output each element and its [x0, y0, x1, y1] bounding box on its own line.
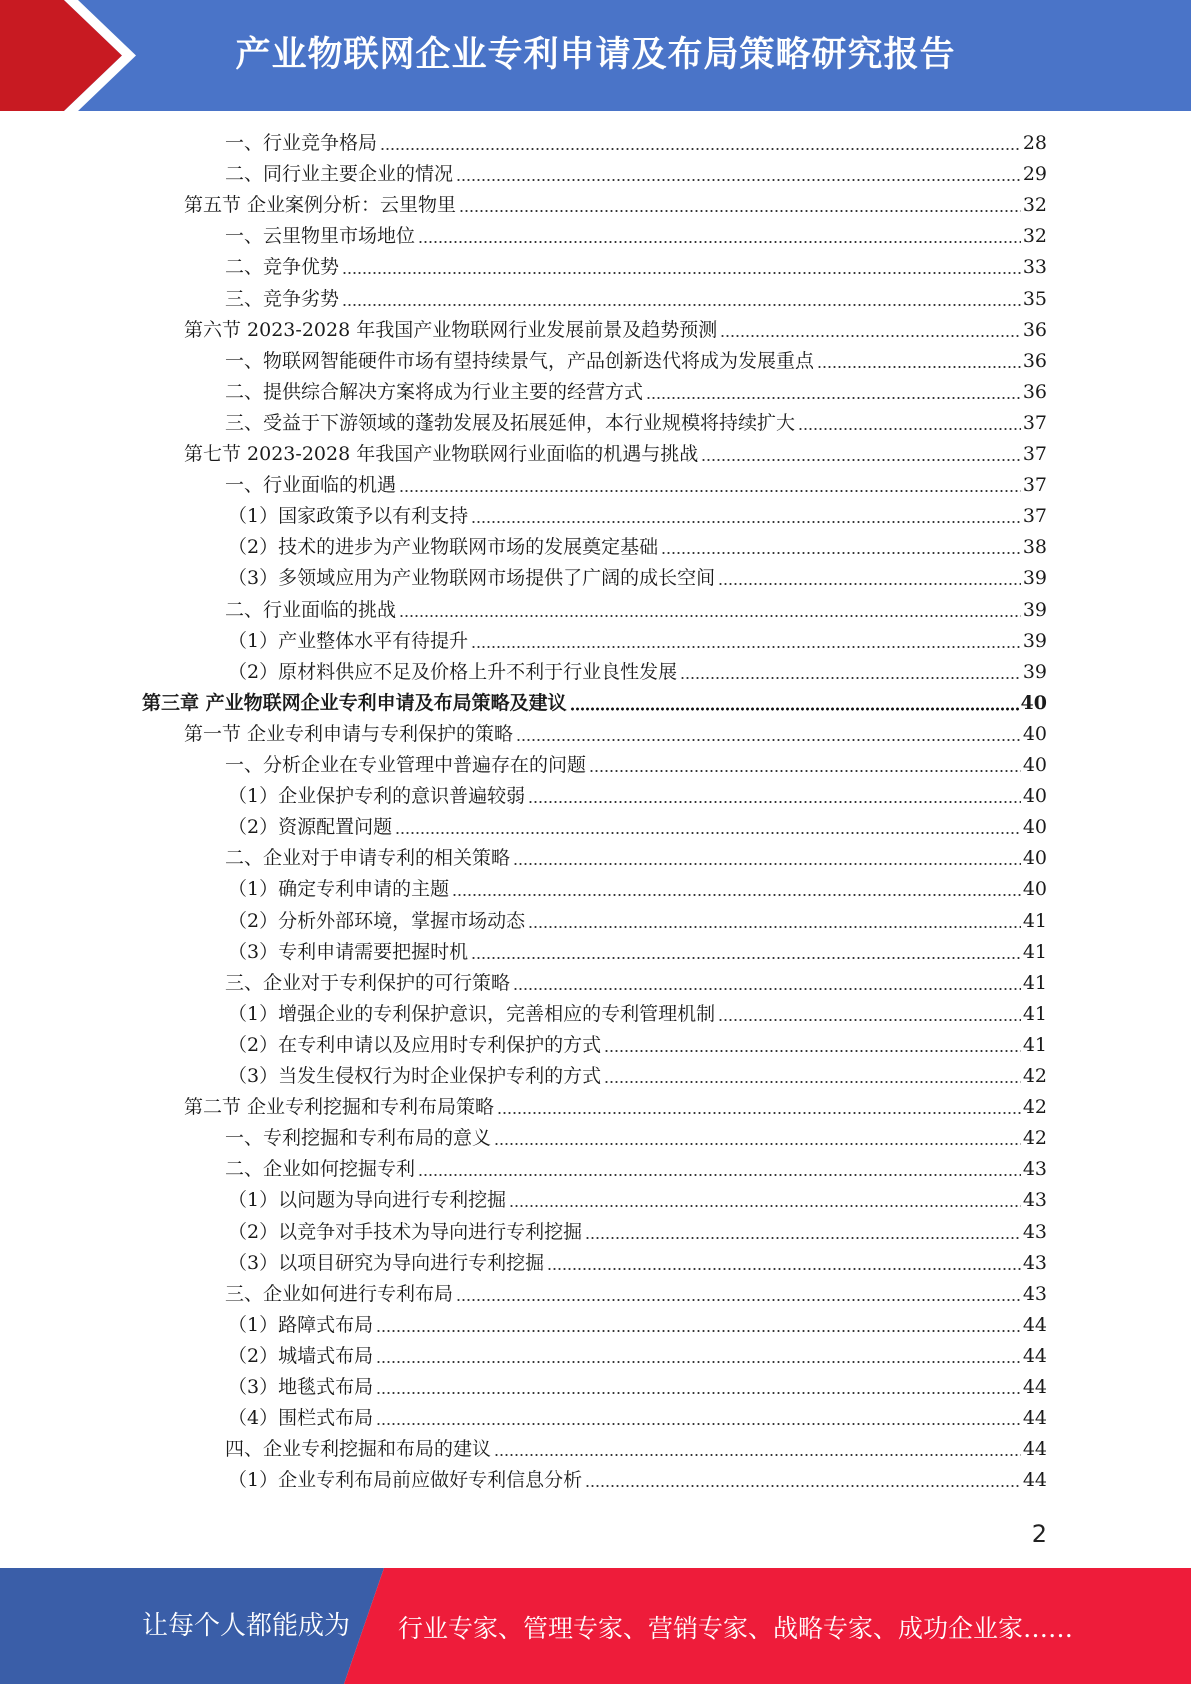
toc-entry-label: 一、分析企业在专业管理中普遍存在的问题 [225, 754, 587, 776]
toc-dot-leader [376, 1329, 1021, 1333]
toc-dot-leader [604, 1080, 1021, 1084]
red-chevron-logo [0, 0, 160, 111]
toc-entry-label: （3）以项目研究为导向进行专利挖掘 [228, 1251, 545, 1274]
toc-entry[interactable] [228, 812, 1047, 843]
toc-entry-page: 44 [1022, 1407, 1047, 1430]
toc-entry-page: 40 [1022, 754, 1047, 776]
toc-dot-leader [376, 1360, 1021, 1364]
footer-slogan-left: 让每个人都能成为 [142, 1611, 351, 1641]
toc-entry-page: 41 [1022, 940, 1047, 963]
toc-entry-page: 42 [1022, 1065, 1047, 1087]
toc-entry-page: 40 [1022, 816, 1047, 839]
toc-entry-label: （1）国家政策予以有利支持 [228, 505, 469, 528]
toc-entry-label: 三、竞争劣势 [225, 287, 340, 310]
toc-entry-label: 第一节 企业专利申请与专利保护的策略 [184, 722, 514, 745]
toc-entry[interactable] [225, 346, 1047, 377]
toc-dot-leader [395, 831, 1021, 835]
toc-entry[interactable] [228, 1030, 1047, 1061]
toc-entry-page: 41 [1022, 1033, 1047, 1056]
toc-dot-leader [718, 1018, 1021, 1022]
toc-entry[interactable] [228, 1465, 1047, 1496]
toc-entry-label: （2）技术的进步为产业物联网市场的发展奠定基础 [228, 536, 659, 559]
toc-dot-leader [701, 458, 1021, 462]
toc-dot-leader [585, 1484, 1021, 1488]
toc-entry-page: 37 [1022, 474, 1047, 497]
toc-dot-leader [399, 489, 1021, 493]
toc-dot-leader [380, 147, 1021, 151]
toc-entry-label: （4）围栏式布局 [228, 1407, 374, 1430]
toc-entry[interactable] [225, 1434, 1047, 1465]
toc-dot-leader [570, 707, 1019, 711]
toc-entry-page: 29 [1022, 163, 1047, 186]
toc-entry[interactable] [228, 1248, 1047, 1279]
toc-entry-label: 二、行业面临的挑战 [225, 598, 397, 621]
page-number: 2 [1031, 1520, 1047, 1548]
toc-entry[interactable] [228, 563, 1047, 594]
toc-entry-page: 40 [1022, 785, 1047, 808]
toc-entry-page: 39 [1022, 629, 1047, 652]
toc-entry-page: 39 [1022, 660, 1047, 683]
toc-entry-label: 第五节 企业案例分析：云里物里 [184, 194, 457, 217]
toc-dot-leader [456, 1298, 1021, 1302]
toc-entry-page: 32 [1022, 225, 1047, 248]
toc-entry[interactable] [225, 595, 1047, 626]
toc-entry-label: 二、同行业主要企业的情况 [225, 163, 454, 186]
toc-entry-label: （1）企业保护专利的意识普遍较弱 [228, 785, 526, 808]
toc-entry-page: 38 [1022, 536, 1047, 559]
toc-dot-leader [585, 1236, 1021, 1240]
page-header [0, 0, 1191, 111]
toc-entry[interactable] [184, 315, 1047, 346]
toc-dot-leader [494, 1142, 1021, 1146]
toc-entry-label: 一、行业面临的机遇 [225, 474, 397, 497]
toc-entry-page: 28 [1022, 132, 1047, 154]
toc-dot-leader [418, 240, 1021, 244]
toc-entry-page: 36 [1022, 349, 1047, 372]
toc-entry-label: （3）专利申请需要把握时机 [228, 940, 469, 963]
toc-entry[interactable] [184, 439, 1047, 470]
toc-entry-label: 一、行业竞争格局 [225, 132, 378, 154]
toc-entry-page: 43 [1022, 1220, 1047, 1243]
toc-entry-page: 39 [1022, 567, 1047, 590]
toc-entry-label: （1）以问题为导向进行专利挖掘 [228, 1189, 507, 1212]
toc-entry-page: 37 [1022, 411, 1047, 434]
toc-entry[interactable] [184, 719, 1047, 750]
toc-entry[interactable] [228, 999, 1047, 1030]
toc-entry[interactable] [228, 1341, 1047, 1372]
toc-entry-page: 40 [1022, 878, 1047, 901]
toc-dot-leader [456, 178, 1021, 182]
toc-dot-leader [604, 1049, 1021, 1053]
report-title: 产业物联网企业专利申请及布局策略研究报告 [235, 35, 956, 75]
toc-entry-page: 43 [1022, 1158, 1047, 1181]
toc-entry-label: （2）城墙式布局 [228, 1344, 374, 1367]
toc-entry-page: 40 [1020, 691, 1047, 714]
toc-dot-leader [342, 303, 1021, 307]
toc-entry-label: 二、企业如何挖掘专利 [225, 1158, 416, 1181]
toc-entry[interactable] [225, 750, 1047, 781]
toc-entry-label: 四、企业专利挖掘和布局的建议 [225, 1438, 492, 1461]
toc-entry-label: 第二节 企业专利挖掘和专利布局策略 [184, 1096, 495, 1119]
toc-entry[interactable] [228, 532, 1047, 563]
toc-entry[interactable] [225, 221, 1047, 252]
toc-entry-label: （1）确定专利申请的主题 [228, 878, 450, 901]
page-footer [0, 1568, 1191, 1684]
toc-entry[interactable] [225, 252, 1047, 283]
toc-dot-leader [418, 1173, 1021, 1177]
toc-entry-label: 三、企业对于专利保护的可行策略 [225, 971, 511, 994]
toc-entry-label: （1）企业专利布局前应做好专利信息分析 [228, 1469, 583, 1492]
toc-dot-leader [513, 987, 1021, 991]
toc-dot-leader [798, 427, 1021, 431]
toc-dot-leader [589, 769, 1021, 773]
toc-entry-label: 三、受益于下游领域的蓬勃发展及拓展延伸，本行业规模将持续扩大 [225, 411, 796, 434]
toc-entry-page: 44 [1022, 1344, 1047, 1367]
toc-dot-leader [509, 1204, 1021, 1208]
toc-entry-label: （1）路障式布局 [228, 1313, 374, 1336]
toc-entry-label: 一、物联网智能硬件市场有望持续景气，产品创新迭代将成为发展重点 [225, 349, 815, 372]
toc-dot-leader [680, 676, 1021, 680]
toc-entry-page: 37 [1022, 505, 1047, 528]
toc-entry-page: 36 [1022, 318, 1047, 341]
toc-entry-page: 42 [1022, 1096, 1047, 1119]
toc-entry-label: 一、专利挖掘和专利布局的意义 [225, 1127, 492, 1150]
toc-entry-label: 二、竞争优势 [225, 256, 340, 279]
toc-entry[interactable] [228, 1403, 1047, 1434]
toc-dot-leader [471, 520, 1021, 524]
toc-entry[interactable] [225, 1154, 1047, 1185]
toc-dot-leader [547, 1267, 1021, 1271]
toc-entry-page: 37 [1022, 443, 1047, 465]
toc-entry-page: 41 [1022, 909, 1047, 932]
toc-entry[interactable] [225, 128, 1047, 159]
toc-entry-label: 第六节 2023-2028 年我国产业物联网行业发展前景及趋势预测 [184, 318, 718, 341]
toc-entry[interactable] [228, 501, 1047, 532]
toc-entry[interactable] [228, 781, 1047, 812]
toc-dot-leader [376, 1391, 1021, 1395]
toc-entry-label: （3）当发生侵权行为时企业保护专利的方式 [228, 1065, 602, 1087]
toc-entry-label: 第七节 2023-2028 年我国产业物联网行业面临的机遇与挑战 [184, 443, 699, 465]
toc-dot-leader [718, 582, 1021, 586]
toc-entry-page: 35 [1022, 287, 1047, 310]
toc-entry[interactable] [228, 657, 1047, 688]
toc-dot-leader [661, 551, 1021, 555]
toc-entry[interactable] [225, 159, 1047, 190]
toc-dot-leader [471, 645, 1021, 649]
toc-entry-page: 43 [1022, 1189, 1047, 1212]
toc-entry-label: （1）增强企业的专利保护意识，完善相应的专利管理机制 [228, 1002, 716, 1025]
toc-entry[interactable] [228, 1310, 1047, 1341]
toc-entry[interactable] [228, 1061, 1047, 1092]
toc-entry[interactable] [184, 190, 1047, 221]
toc-entry[interactable] [228, 1185, 1047, 1216]
toc-entry-label: （3）多领域应用为产业物联网市场提供了广阔的成长空间 [228, 567, 716, 590]
toc-entry[interactable] [228, 1372, 1047, 1403]
toc-entry-label: 二、提供综合解决方案将成为行业主要的经营方式 [225, 380, 644, 403]
toc-dot-leader [342, 271, 1021, 275]
toc-entry-page: 40 [1022, 847, 1047, 870]
toc-dot-leader [376, 1422, 1021, 1426]
toc-dot-leader [817, 365, 1021, 369]
toc-dot-leader [452, 893, 1021, 897]
toc-dot-leader [497, 1111, 1021, 1115]
toc-dot-leader [528, 925, 1021, 929]
toc-entry-label: 第三章 产业物联网企业专利申请及布局策略及建议 [142, 691, 567, 714]
toc-entry-label: 二、企业对于申请专利的相关策略 [225, 847, 511, 870]
toc-dot-leader [459, 209, 1021, 213]
toc-entry-page: 43 [1022, 1282, 1047, 1305]
toc-entry-page: 41 [1022, 971, 1047, 994]
toc-entry[interactable] [228, 1217, 1047, 1248]
toc-entry[interactable] [228, 626, 1047, 657]
toc-entry-page: 40 [1022, 722, 1047, 745]
toc-entry-label: （2）原材料供应不足及价格上升不利于行业良性发展 [228, 660, 678, 683]
toc-entry-label: （2）在专利申请以及应用时专利保护的方式 [228, 1033, 602, 1056]
toc-entry-page: 33 [1022, 256, 1047, 279]
toc-entry[interactable] [142, 688, 1047, 719]
toc-entry-page: 44 [1022, 1376, 1047, 1398]
toc-entry[interactable] [225, 1123, 1047, 1154]
toc-entry-label: 一、云里物里市场地位 [225, 225, 416, 248]
toc-entry-page: 43 [1022, 1251, 1047, 1274]
toc-entry-page: 44 [1022, 1313, 1047, 1336]
toc-dot-leader [646, 396, 1021, 400]
toc-entry-label: （2）资源配置问题 [228, 816, 393, 839]
footer-slogan-right: 行业专家、管理专家、营销专家、战略专家、成功企业家…… [398, 1614, 1074, 1643]
toc-entry[interactable] [228, 906, 1047, 937]
toc-entry[interactable] [225, 843, 1047, 874]
toc-dot-leader [399, 614, 1021, 618]
toc-entry-label: （2）分析外部环境，掌握市场动态 [228, 909, 526, 932]
toc-entry-page: 42 [1022, 1127, 1047, 1150]
toc-entry-page: 41 [1022, 1002, 1047, 1025]
toc-entry-page: 39 [1022, 598, 1047, 621]
toc-entry[interactable] [225, 284, 1047, 315]
toc-dot-leader [471, 956, 1021, 960]
toc-entry-label: 三、企业如何进行专利布局 [225, 1282, 454, 1305]
toc-dot-leader [720, 334, 1021, 338]
toc-dot-leader [513, 862, 1021, 866]
toc-entry[interactable] [225, 968, 1047, 999]
toc-entry[interactable] [225, 1279, 1047, 1310]
toc-entry-page: 44 [1022, 1438, 1047, 1461]
toc-dot-leader [516, 738, 1021, 742]
toc-entry[interactable] [228, 874, 1047, 905]
toc-entry[interactable] [228, 937, 1047, 968]
toc-entry-page: 36 [1022, 380, 1047, 403]
toc-entry-page: 32 [1022, 194, 1047, 217]
toc-entry-label: （3）地毯式布局 [228, 1376, 374, 1398]
toc-entry[interactable] [225, 470, 1047, 501]
toc-dot-leader [494, 1453, 1021, 1457]
toc-entry[interactable] [184, 1092, 1047, 1123]
toc-entry[interactable] [225, 408, 1047, 439]
toc-entry[interactable] [225, 377, 1047, 408]
toc-entry-page: 44 [1022, 1469, 1047, 1492]
toc-dot-leader [528, 800, 1021, 804]
toc-entry-label: （2）以竞争对手技术为导向进行专利挖掘 [228, 1220, 583, 1243]
toc-entry-label: （1）产业整体水平有待提升 [228, 629, 469, 652]
